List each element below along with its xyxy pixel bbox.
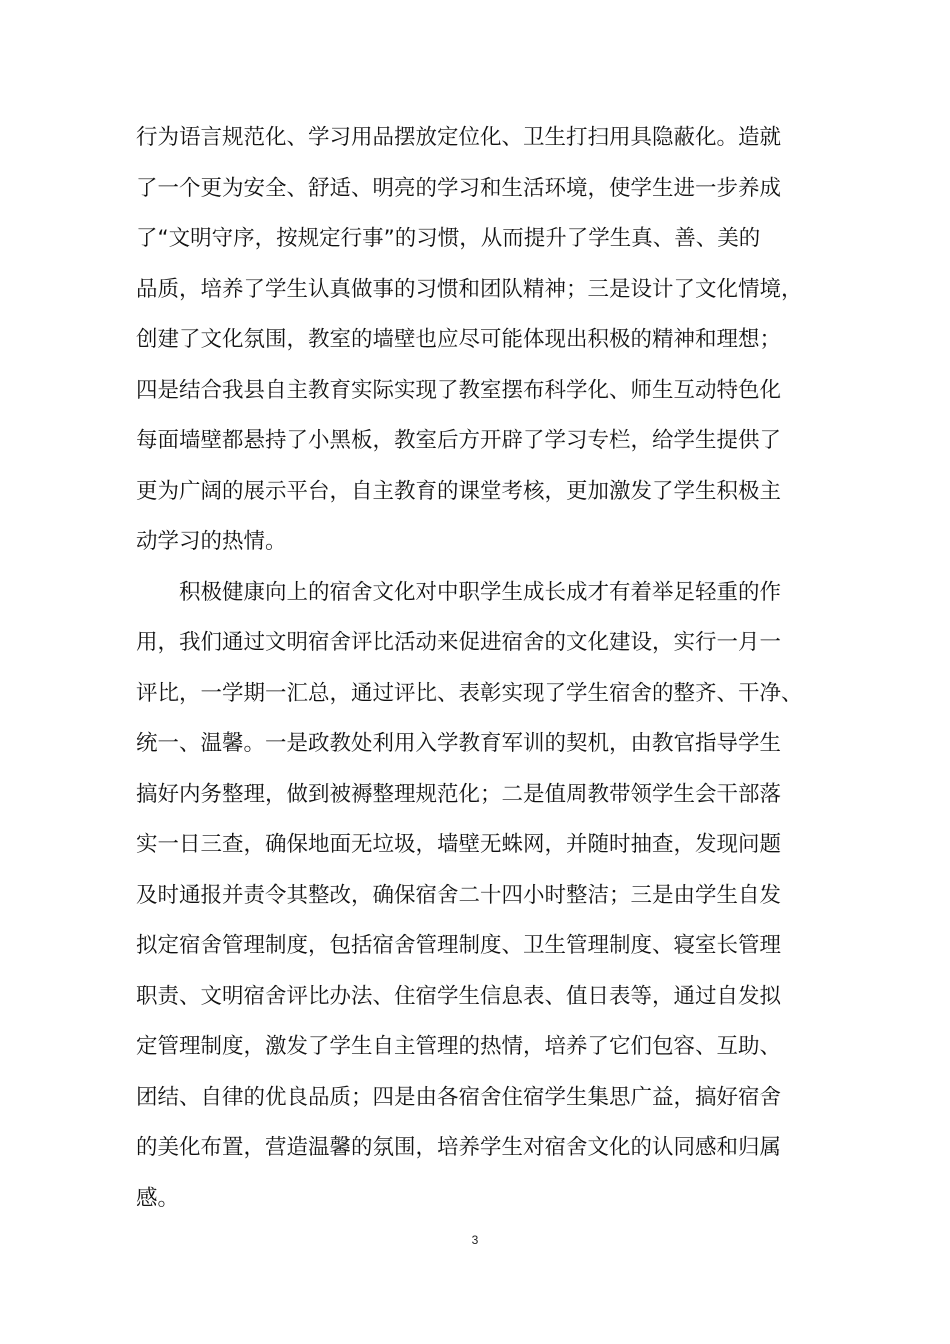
paragraph-line: 更为广阔的展示平台，自主教育的课堂考核，更加激发了学生积极主 xyxy=(136,478,782,504)
paragraph-line: 职责、文明宿舍评比办法、住宿学生信息表、值日表等，通过自发拟 xyxy=(136,983,782,1009)
paragraph-line: 实一日三查，确保地面无垃圾，墙壁无蛛网，并随时抽查，发现问题 xyxy=(136,832,782,857)
paragraph-line: 行为语言规范化、学习用品摆放定位化、卫生打扫用具隐蔽化。造就 xyxy=(136,125,782,150)
paragraph-line: 感。 xyxy=(136,1185,180,1211)
paragraph-line: 动学习的热情。 xyxy=(136,529,287,554)
paragraph-line: 及时通报并责令其整改，确保宿舍二十四小时整洁；三是由学生自发 xyxy=(136,882,782,908)
paragraph-line: 了“文明守序，按规定行事”的习惯，从而提升了学生真、善、美的 xyxy=(136,226,761,251)
paragraph-first-line: 积极健康向上的宿舍文化对中职学生成长成才有着举足轻重的作 xyxy=(179,579,782,605)
paragraph-line: 统一、温馨。一是政教处利用入学教育军训的契机，由教官指导学生 xyxy=(136,731,782,756)
paragraph-line: 品质，培养了学生认真做事的习惯和团队精神；三是设计了文化情境， xyxy=(136,276,803,302)
document-body xyxy=(136,120,836,1231)
paragraph-line: 团结、自律的优良品质；四是由各宿舍住宿学生集思广益，搞好宿舍 xyxy=(136,1084,782,1110)
paragraph-line: 评比，一学期一汇总，通过评比、表彰实现了学生宿舍的整齐、干净、 xyxy=(136,680,803,706)
paragraph-line: 搞好内务整理，做到被褥整理规范化；二是值周教带领学生会干部落 xyxy=(136,781,782,807)
paragraph-line: 用，我们通过文明宿舍评比活动来促进宿舍的文化建设，实行一月一 xyxy=(136,630,782,655)
paragraph-line: 拟定宿舍管理制度，包括宿舍管理制度、卫生管理制度、寝室长管理 xyxy=(136,933,782,958)
paragraph-line: 四是结合我县自主教育实际实现了教室摆布科学化、师生互动特色化 xyxy=(136,377,782,403)
paragraph-line: 的美化布置，营造温馨的氛围，培养学生对宿舍文化的认同感和归属 xyxy=(136,1135,782,1160)
paragraph-line: 定管理制度，激发了学生自主管理的热情，培养了它们包容、互助、 xyxy=(136,1034,782,1059)
paragraph-line: 创建了文化氛围，教室的墙壁也应尽可能体现出积极的精神和理想； xyxy=(136,327,782,352)
page-number: 3 xyxy=(471,1233,479,1247)
paragraph-line: 了一个更为安全、舒适、明亮的学习和生活环境，使学生进一步养成 xyxy=(136,175,782,201)
paragraph-line: 每面墙壁都悬持了小黑板，教室后方开辟了学习专栏，给学生提供了 xyxy=(136,428,782,453)
